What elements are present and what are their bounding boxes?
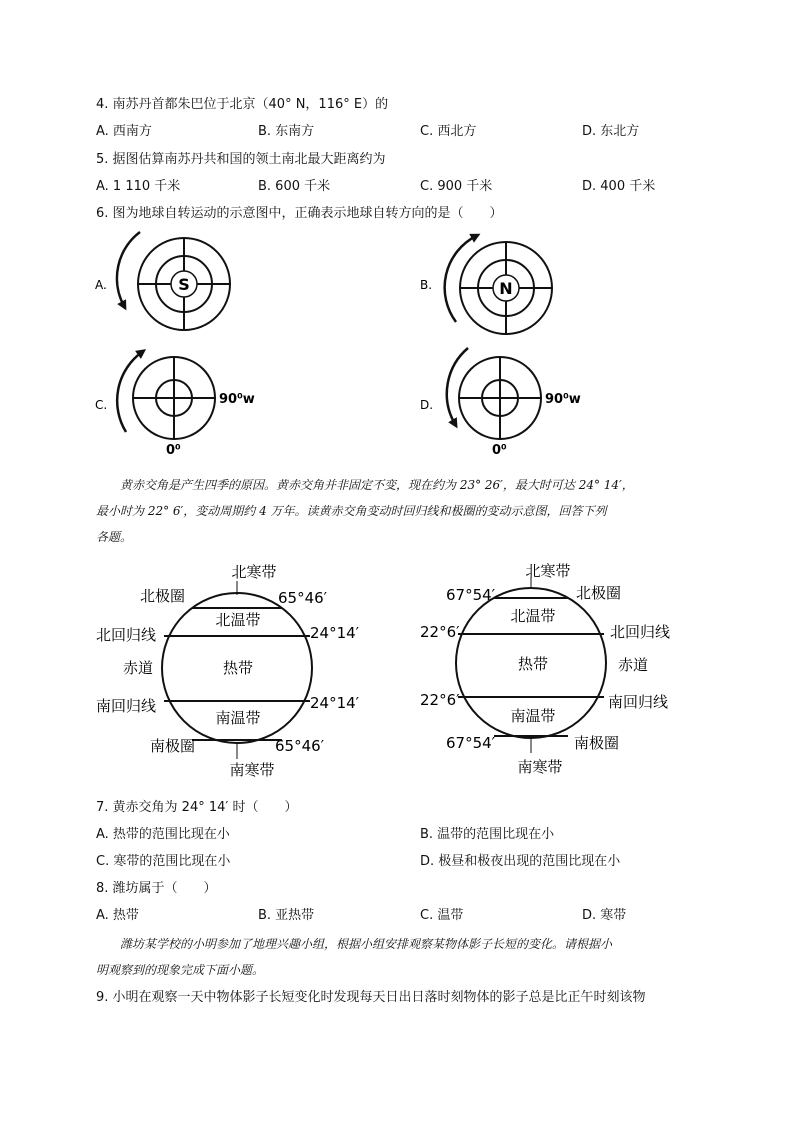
q5-option-d: D. 400 千米 bbox=[582, 179, 656, 194]
svg-text:北寒带: 北寒带 bbox=[525, 562, 571, 580]
diagram-a bbox=[117, 232, 230, 330]
q5-stem: 5. 据图估算南苏丹共和国的领土南北最大距离约为 bbox=[96, 152, 386, 167]
q8-stem: 8. 潍坊属于（ ） bbox=[96, 881, 217, 896]
svg-text:赤道: 赤道 bbox=[123, 659, 154, 677]
zone-diagram-left bbox=[96, 563, 360, 779]
meridian-0-label: 0⁰ bbox=[166, 443, 181, 458]
q6-rotation-diagrams bbox=[0, 228, 794, 468]
svg-text:南寒带: 南寒带 bbox=[229, 761, 275, 779]
q4-option-b: B. 东南方 bbox=[258, 124, 315, 139]
q4-stem: 4. 南苏丹首都朱巴位于北京（40° N，116° E）的 bbox=[96, 97, 389, 112]
q9-stem: 9. 小明在观察一天中物体影子长短变化时发现每天日出日落时刻物体的影子总是比正午时刻该物 bbox=[96, 990, 646, 1005]
svg-text:南温带: 南温带 bbox=[510, 707, 556, 725]
q7-stem: 7. 黄赤交角为 24° 14′ 时（ ） bbox=[96, 800, 298, 815]
svg-text:热带: 热带 bbox=[222, 659, 254, 677]
q7-option-c: C. 寒带的范围比现在小 bbox=[96, 854, 231, 869]
svg-text:南寒带: 南寒带 bbox=[517, 758, 563, 776]
q8-option-b: B. 亚热带 bbox=[258, 908, 315, 923]
svg-text:热带: 热带 bbox=[517, 655, 549, 673]
passage-obliquity: 黄赤交角是产生四季的原因。黄赤交角并非固定不变，现在约为 23° 26′，最大时可达 24° 14′， 最小时为 22° 6′，变动周期约 4 万年。读黄赤交角变动时回归线和极圈的变动示意图，回答下列 各题。 bbox=[96, 478, 634, 544]
q6-label-a: A. bbox=[95, 278, 107, 292]
zone-diagram-right bbox=[420, 562, 670, 776]
svg-text:北回归线: 北回归线 bbox=[96, 626, 157, 644]
pole-s-label: S bbox=[178, 275, 190, 294]
q6-label-c: C. bbox=[95, 398, 108, 412]
svg-text:北温带: 北温带 bbox=[510, 607, 556, 625]
svg-text:南温带: 南温带 bbox=[215, 709, 261, 727]
rotation-arrow-icon bbox=[117, 232, 140, 306]
svg-text:南极圈: 南极圈 bbox=[574, 734, 620, 752]
q6-label-d: D. bbox=[420, 398, 434, 412]
q6-label-b: B. bbox=[420, 278, 433, 292]
q5-option-c: C. 900 千米 bbox=[420, 179, 493, 194]
svg-text:北极圈: 北极圈 bbox=[576, 584, 622, 602]
svg-text:北温带: 北温带 bbox=[215, 611, 261, 629]
svg-text:南回归线: 南回归线 bbox=[608, 693, 669, 711]
q8-option-a: A. 热带 bbox=[96, 908, 139, 923]
svg-text:67°54′: 67°54′ bbox=[446, 734, 496, 752]
rotation-arrow-icon bbox=[447, 348, 468, 424]
meridian-0-label: 0⁰ bbox=[492, 443, 507, 458]
q5-option-b: B. 600 千米 bbox=[258, 179, 331, 194]
svg-text:22°6′: 22°6′ bbox=[420, 623, 460, 641]
diagram-c bbox=[117, 352, 255, 458]
svg-text:24°14′: 24°14′ bbox=[310, 694, 360, 712]
svg-text:北寒带: 北寒带 bbox=[231, 563, 277, 581]
meridian-90w-label: 90⁰w bbox=[545, 392, 581, 407]
climate-zone-diagrams bbox=[0, 555, 794, 785]
q4-option-d: D. 东北方 bbox=[582, 124, 640, 139]
q7-option-b: B. 温带的范围比现在小 bbox=[420, 827, 555, 842]
svg-text:22°6′: 22°6′ bbox=[420, 691, 460, 709]
q4-option-a: A. 西南方 bbox=[96, 124, 152, 139]
passage-shadow: 潍坊某学校的小明参加了地理兴趣小组，根据小组安排观察某物体影子长短的变化。请根据小 明观察到的现象完成下面小题。 bbox=[96, 937, 613, 977]
q6-stem: 6. 图为地球自转运动的示意图中，正确表示地球自转方向的是（ ） bbox=[96, 206, 503, 221]
q5-option-a: A. 1 110 千米 bbox=[96, 179, 181, 194]
svg-text:北极圈: 北极圈 bbox=[140, 587, 186, 605]
svg-text:南极圈: 南极圈 bbox=[150, 737, 196, 755]
svg-text:65°46′: 65°46′ bbox=[275, 737, 325, 755]
svg-text:赤道: 赤道 bbox=[618, 656, 649, 674]
q8-option-c: C. 温带 bbox=[420, 908, 464, 923]
diagram-d bbox=[447, 348, 581, 458]
pole-n-label: N bbox=[499, 279, 513, 298]
q7-option-a: A. 热带的范围比现在小 bbox=[96, 827, 230, 842]
q4-option-c: C. 西北方 bbox=[420, 124, 477, 139]
meridian-90w-label: 90⁰w bbox=[219, 392, 255, 407]
q8-option-d: D. 寒带 bbox=[582, 908, 627, 923]
svg-text:北回归线: 北回归线 bbox=[610, 623, 671, 641]
svg-text:南回归线: 南回归线 bbox=[96, 697, 157, 715]
svg-text:65°46′: 65°46′ bbox=[278, 589, 328, 607]
diagram-b bbox=[445, 236, 552, 334]
svg-text:24°14′: 24°14′ bbox=[310, 624, 360, 642]
q7-option-d: D. 极昼和极夜出现的范围比现在小 bbox=[420, 854, 621, 869]
svg-text:67°54′: 67°54′ bbox=[446, 586, 496, 604]
